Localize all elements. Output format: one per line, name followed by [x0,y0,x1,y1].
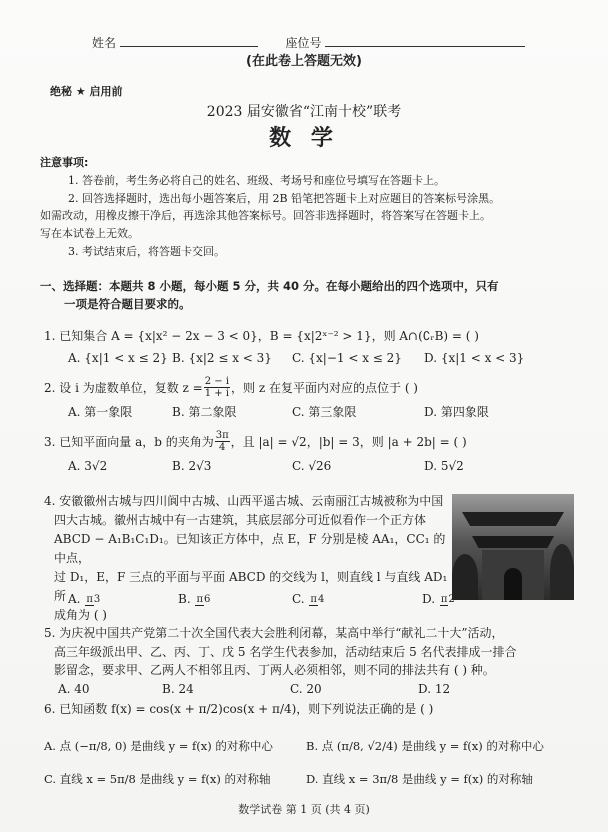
option-c: C. {x|−1 < x ≤ 2} [292,351,402,365]
student-info-header [92,34,525,52]
question-stem [44,430,564,453]
option-d: D. 5√2 [424,459,464,473]
option-label: C. [292,592,305,606]
fraction [204,376,230,399]
option-b: B. 第二象限 [172,405,237,419]
section-heading-line2: 一项是符合题目要求的。 [64,296,191,311]
question-1 [44,327,564,367]
fraction-numerator: 3π [215,430,229,441]
option-c: C. √26 [292,459,332,473]
question-6 [44,700,568,789]
option-a: A. {x|1 < x ≤ 2} [68,351,168,365]
option-d: D. 直线 x = 3π/8 是曲线 y = f(x) 的对称轴 [306,772,533,787]
fraction-denominator: 2 [448,593,455,605]
question-line: 四大古城。徽州古城中有一古建筑，其底层部分可近似看作一个正方体 [54,512,427,527]
question-line: 4. 安徽徽州古城与四川阆中古城、山西平遥古城、云南丽江古城被称为中国 [44,494,444,508]
fraction [195,594,210,606]
subject-title: 数 学 [269,125,339,151]
option-label: D. [422,592,436,606]
stem-prefix: 3. 已知平面向量 a，b 的夹角为 [44,434,214,449]
note-item: 写在本试卷上无效。 [40,227,139,241]
option-b: B. 2√3 [172,459,212,473]
notes-heading: 注意事项: [40,156,89,169]
invalid-notice: (在此卷上答题无效) [246,54,362,69]
question-line: 5. 为庆祝中国共产党第二十次全国代表大会胜利闭幕，某高中举行“献礼二十大”活动， [44,626,504,640]
fraction-numerator: π [86,593,93,605]
options-row [68,590,456,608]
fraction [215,430,230,453]
options-row [44,457,564,475]
note-item: 如需改动，用橡皮擦干净后，再选涂其他答案标号。回答非选择题时，将答案写在答题卡上。 [40,209,491,223]
options-row [44,349,564,367]
section-heading [40,278,564,314]
option-c: C. 20 [290,681,322,696]
exam-title: 2023 届安徽省“江南十校”联考 [206,104,402,120]
fraction-denominator: 6 [204,593,211,605]
notes-section [40,154,564,261]
question-line: 影留念，要求甲、乙两人不相邻且丙、丁两人必须相邻，则不同的排法共有 ( ) 种。 [54,663,495,678]
option-label: B. [178,592,191,606]
name-blank [120,34,258,47]
option-c: C. 第三象限 [292,405,357,419]
question-line: 高三年级派出甲、乙、丙、丁、戊 5 名学生代表参加，活动结束后 5 名代表排成一排合 [54,644,517,659]
fraction-numerator: 2 − i [204,376,230,387]
question-line: 过 D₁，E，F 三点的平面与平面 ABCD 的交线为 l，则直线 l 与直线 AD₁ 所 [54,569,448,603]
note-item: 1. 答卷前，考生务必将自己的姓名、班级、考场号和座位号填写在答题卡上。 [68,173,445,187]
name-label: 姓名 [92,36,117,50]
option-b: B. {x|2 ≤ x < 3} [172,351,272,365]
option-a [68,590,178,608]
options-row [44,738,568,755]
option-c [292,590,422,608]
options-row [44,403,564,421]
option-d [422,590,456,608]
option-c: C. 直线 x = 5π/8 是曲线 y = f(x) 的对称轴 [44,772,271,787]
question-line: 成角为 ( ) [54,607,107,622]
seat-label: 座位号 [285,36,322,50]
option-a: A. 3√2 [68,459,108,473]
seat-blank [325,34,525,47]
fraction [85,594,100,606]
secret-label: 绝秘 ★ 启用前 [50,85,123,98]
ancient-building-photo [452,494,574,600]
stem-prefix: 2. 设 i 为虚数单位，复数 z = [44,380,203,395]
question-stem [44,376,564,399]
fraction-denominator: 1 + i [204,388,230,399]
fraction-numerator: π [440,593,448,605]
stem-suffix: ，且 |a| = √2，|b| = 3，则 |a + 2b| = ( ) [230,434,467,449]
fraction [440,594,455,606]
option-b: B. 点 (π/8, √2/4) 是曲线 y = f(x) 的对称中心 [306,739,544,753]
page-footer: 数学试卷 第 1 页 (共 4 页) [238,802,370,816]
option-d: D. 12 [418,681,451,696]
question-2 [44,376,564,421]
option-label: A. [68,592,81,606]
fraction-denominator: 3 [93,593,101,605]
option-d: D. 第四象限 [424,405,489,419]
note-item: 3. 考试结束后，将答题卡交回。 [68,245,225,259]
options-row [44,680,568,699]
fraction-denominator: 4 [219,442,226,453]
stem-suffix: ，则 z 在复平面内对应的点位于 ( ) [231,380,418,395]
question-5 [44,624,568,698]
question-stem: 1. 已知集合 A = {x|x² − 2x − 3 < 0}，B = {x|2ˣ⁻² > 1}，则 A∩(∁ᵣB) = ( ) [44,329,479,343]
fraction-numerator: π [310,593,317,605]
question-3 [44,430,564,475]
option-b [178,590,292,608]
section-heading-line1: 一、选择题：本题共 8 小题，每小题 5 分，共 40 分。在每小题给出的四个选项中，只有 [40,279,499,293]
option-a: A. 点 (−π/8, 0) 是曲线 y = f(x) 的对称中心 [44,739,273,753]
note-item: 2. 回答选择题时，选出每小题答案后，用 2B 铅笔把答题卡上对应题目的答案标号涂黑。 [68,191,501,205]
option-b: B. 24 [162,681,194,696]
options-row [44,771,568,788]
fraction [309,594,324,606]
option-d: D. {x|1 < x < 3} [424,351,525,365]
question-line: ABCD − A₁B₁C₁D₁。已知该正方体中，点 E，F 分别是棱 AA₁，CC₁ 的中点， [54,531,446,565]
option-a: A. 第一象限 [68,405,133,419]
option-a: A. 40 [58,681,90,696]
fraction-denominator: 4 [317,593,325,605]
fraction-numerator: π [196,593,204,605]
question-stem: 6. 已知函数 f(x) = cos(x + π/2)cos(x + π/4)，则下列说法正确的是 ( ) [44,702,434,716]
